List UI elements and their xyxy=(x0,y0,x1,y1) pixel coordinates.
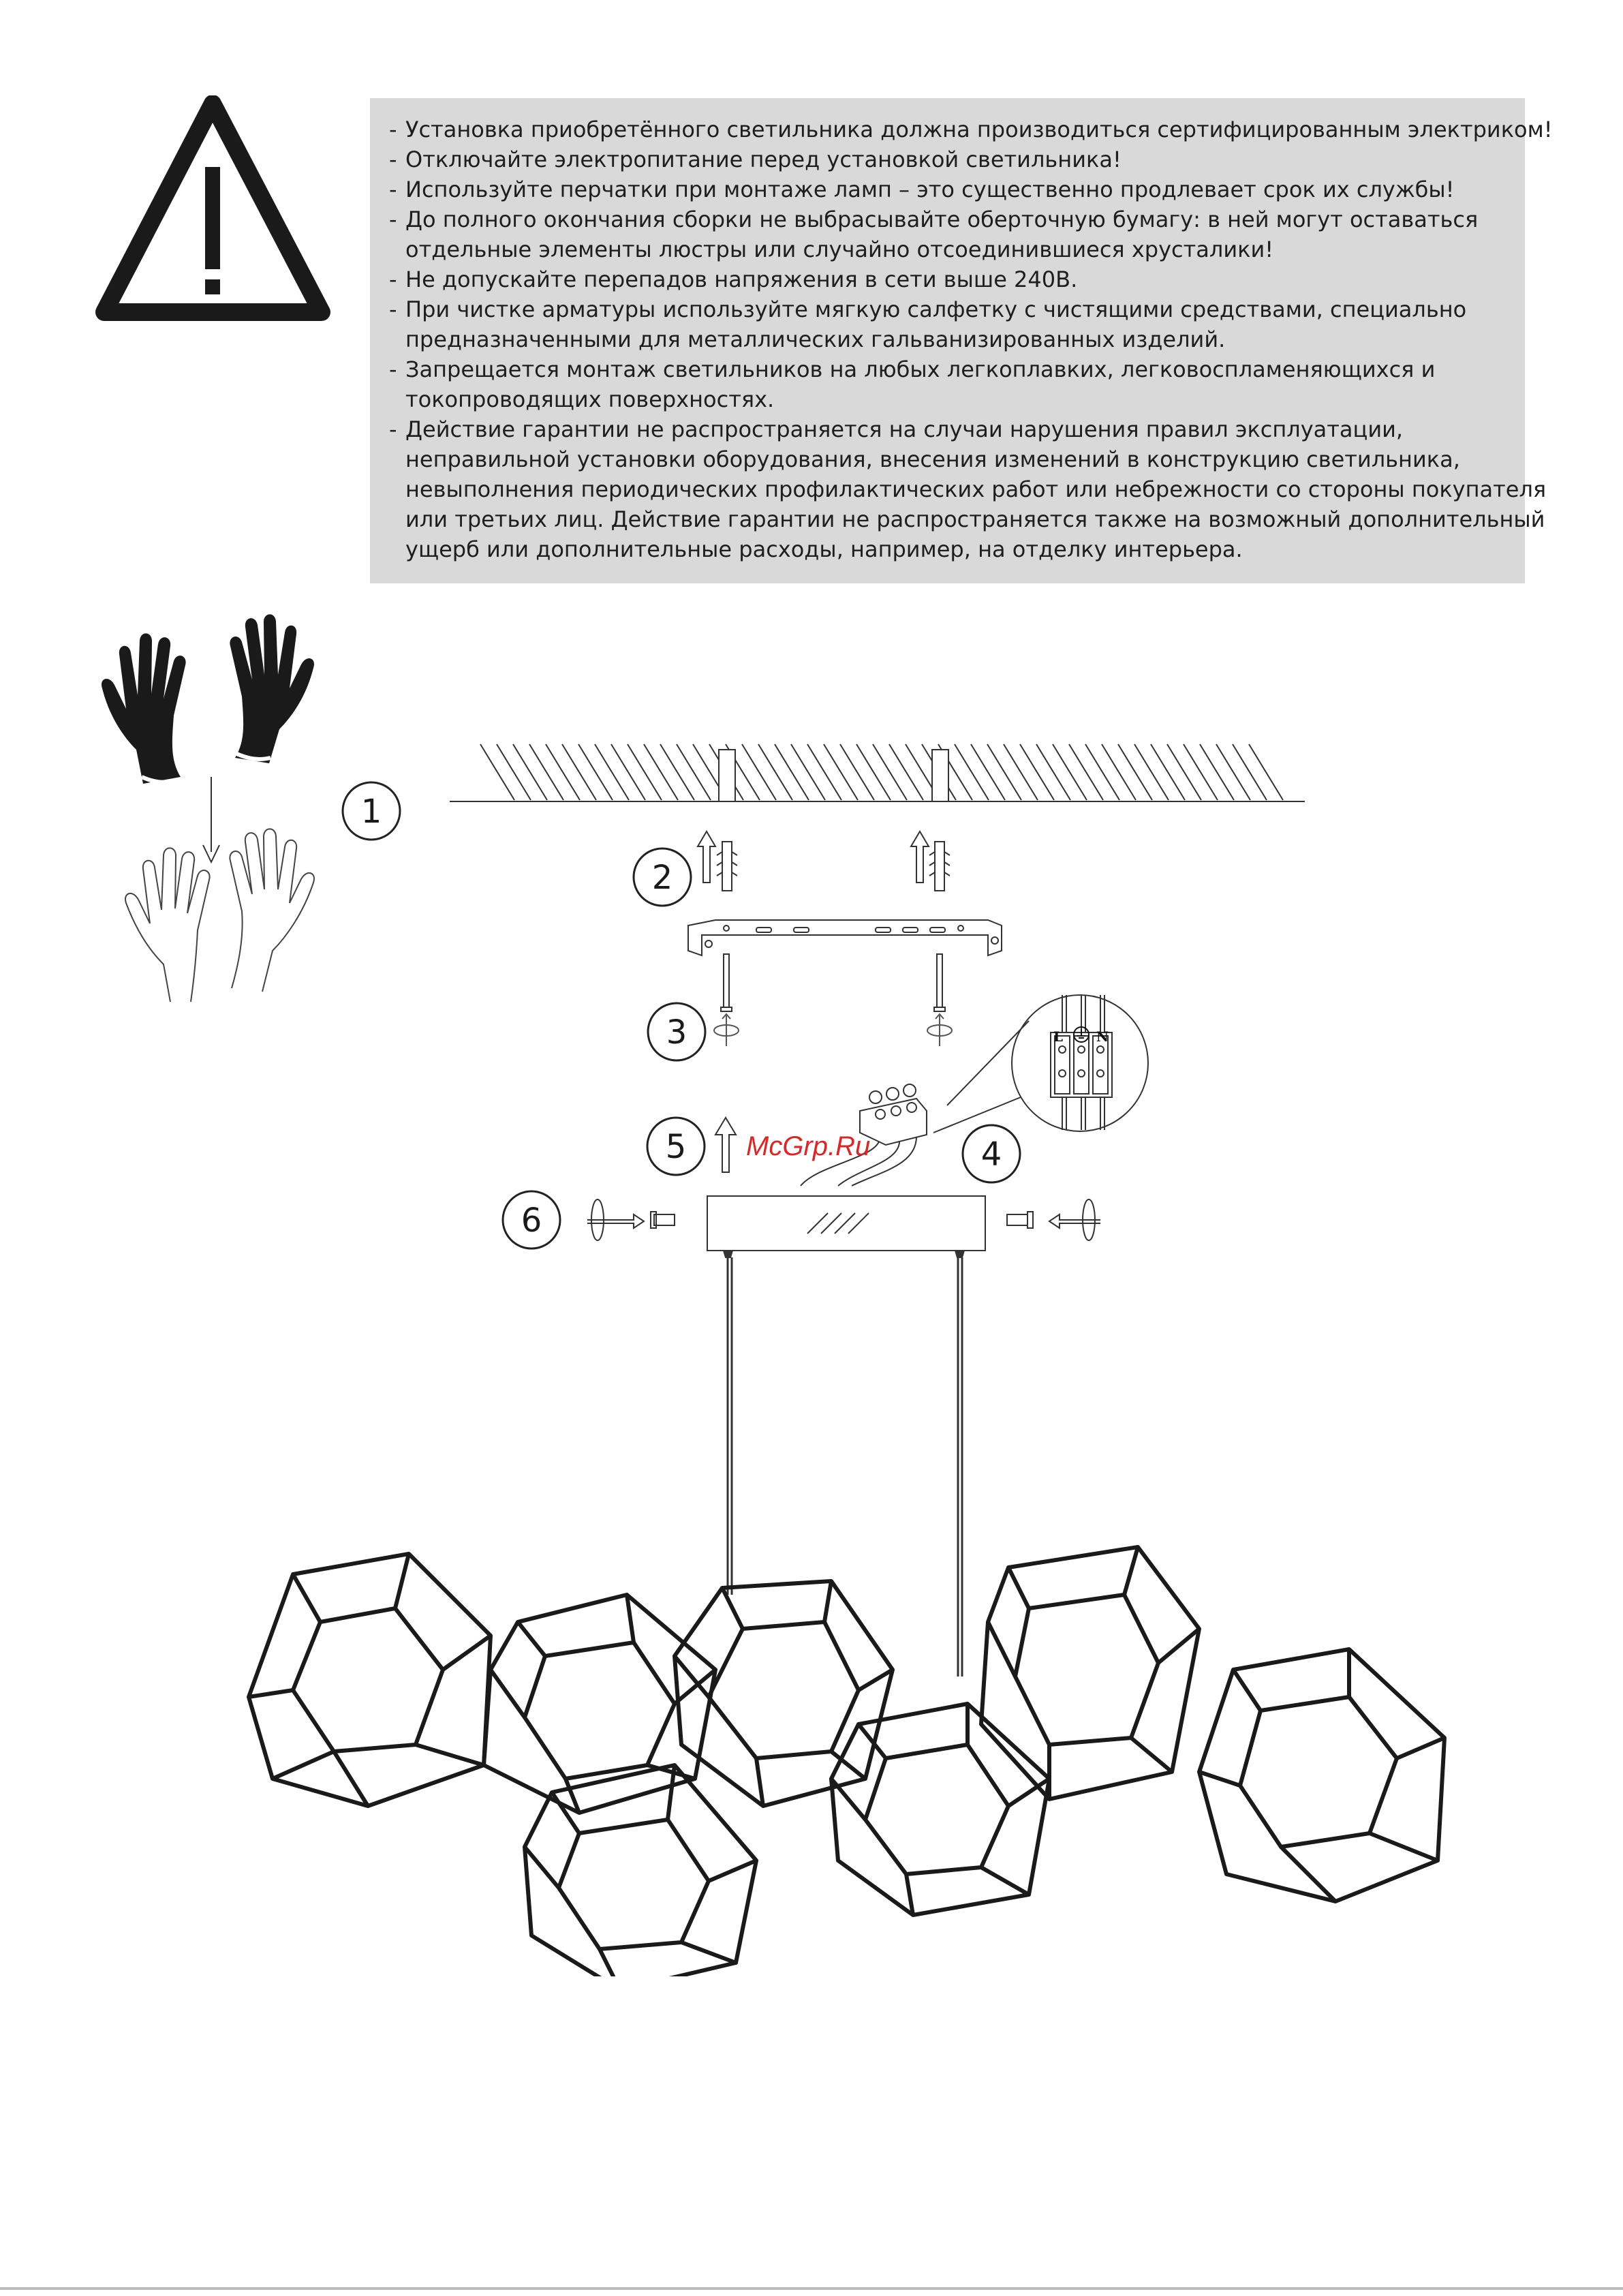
ceiling-hatch-line xyxy=(595,744,629,800)
wall-plug-left-icon xyxy=(698,831,737,891)
warning-line-dash: - xyxy=(389,177,397,202)
canopy xyxy=(707,1196,985,1257)
ceiling-hatch-line xyxy=(791,744,825,800)
ceiling-hatch-line xyxy=(1167,744,1201,800)
warning-notice-box xyxy=(370,98,1553,583)
watermark: McGrp.Ru xyxy=(746,1131,871,1161)
ceiling-hatch-line xyxy=(971,744,1005,800)
ceiling-hatch-line xyxy=(1053,744,1087,800)
warning-line xyxy=(389,264,1506,294)
ceiling-hatch-line xyxy=(1004,744,1038,800)
shade-5 xyxy=(831,1704,1049,1915)
rotate-left-icon xyxy=(714,1014,739,1046)
warning-line-text: ущерб или дополнительные расходы, например, на отделку интерьера. xyxy=(405,536,1243,562)
warning-line-text: Используйте перчатки при монтаже ламп – это существенно продлевает срок их службы! xyxy=(405,177,1455,202)
ceiling-hatch-line xyxy=(628,744,662,800)
ceiling-hatch-line xyxy=(578,744,613,800)
ceiling-hatch-line xyxy=(1069,744,1103,800)
chandelier-shades xyxy=(249,1547,1444,1976)
warning-line xyxy=(389,204,1506,234)
warning-line-dash: - xyxy=(389,206,397,232)
warning-line-text: До полного окончания сборки не выбрасывайте оберточную бумагу: в ней могут оставаться xyxy=(405,206,1479,232)
ceiling-hatch-line xyxy=(1233,744,1267,800)
neutral-terminal-label: N xyxy=(1096,1028,1109,1045)
ceiling-hatch-line xyxy=(1249,744,1283,800)
ceiling-hatch-line xyxy=(1184,744,1218,800)
ceiling-hatch-line xyxy=(1151,744,1185,800)
shade-7 xyxy=(1199,1649,1444,1901)
ceiling-hatch-line xyxy=(889,744,923,800)
ceiling-hatch-line xyxy=(840,744,874,800)
step-1-marker xyxy=(343,782,400,840)
ceiling-hatch-line xyxy=(562,744,596,800)
rotate-screw-left-icon xyxy=(587,1199,675,1240)
warning-line xyxy=(389,384,1506,414)
ceiling-hatch-line xyxy=(677,744,711,800)
warning-line-text: Установка приобретённого светильника должна производиться сертифицированным электриком! xyxy=(405,117,1553,142)
warning-line-text: неправильной установки оборудования, внесения изменений в конструкцию светильника, xyxy=(405,446,1460,472)
rotate-screw-right-icon xyxy=(1007,1199,1100,1240)
step-4-marker xyxy=(963,1125,1020,1182)
ceiling-hatch-line xyxy=(1085,744,1119,800)
ceiling-hatch-line xyxy=(546,744,580,800)
ground-symbol-icon xyxy=(1074,1027,1089,1042)
rotate-right-icon xyxy=(927,1014,952,1046)
warning-line-text: При чистке арматуры используйте мягкую салфетку с чистящими средствами, специально xyxy=(405,296,1467,322)
warning-line xyxy=(389,504,1545,534)
ceiling-hatch-line xyxy=(775,744,809,800)
suspension-cables xyxy=(728,1257,962,1677)
warning-line-dash: - xyxy=(389,147,397,172)
page-bottom-rule xyxy=(0,2287,1623,2290)
warning-line xyxy=(389,324,1506,354)
terminal-block-detail xyxy=(933,995,1148,1133)
ceiling-hatch-line xyxy=(611,744,645,800)
warning-line xyxy=(389,414,1506,444)
step-1-number: 1 xyxy=(360,793,382,831)
step-5-number: 5 xyxy=(665,1128,687,1166)
step-3-marker xyxy=(648,1003,705,1060)
ceiling-hatch-line xyxy=(856,744,891,800)
warning-line-text: Действие гарантии не распространяется на случаи нарушения правил эксплуатации, xyxy=(405,416,1404,442)
ceiling-hatch-line xyxy=(644,744,678,800)
ceiling-hatch-line xyxy=(1036,744,1070,800)
ceiling-hatch-line xyxy=(758,744,792,800)
warning-line xyxy=(389,294,1506,324)
shade-4 xyxy=(675,1581,893,1806)
ceiling-hatch-line xyxy=(955,744,989,800)
ceiling-hatch-line xyxy=(807,744,841,800)
ceiling-hatch-line xyxy=(513,744,547,800)
ceiling-hatch-line xyxy=(873,744,907,800)
wall-plug-right-icon xyxy=(911,831,950,891)
step-2-number: 2 xyxy=(651,859,673,897)
ceiling-hatch-line xyxy=(824,744,858,800)
step-5-marker xyxy=(647,1118,705,1175)
ceiling-hatch-line xyxy=(1118,744,1152,800)
warning-line xyxy=(389,534,1506,564)
step-2-marker xyxy=(634,848,691,906)
live-terminal-label: L xyxy=(1053,1028,1064,1045)
ceiling-hatch-line xyxy=(497,744,531,800)
warning-line-text: отдельные элементы люстры или случайно отсоединившиеся хрусталики! xyxy=(405,236,1274,262)
step-3-number: 3 xyxy=(666,1013,687,1052)
warning-line-dash: - xyxy=(389,266,397,292)
step-6-marker xyxy=(503,1191,560,1249)
ceiling-hatch-line xyxy=(1102,744,1136,800)
warning-line-dash: - xyxy=(389,296,397,322)
warning-line xyxy=(389,114,1553,144)
warning-line xyxy=(389,354,1506,384)
shade-1 xyxy=(249,1554,491,1806)
warning-line-text: Отключайте электропитание перед установкой светильника! xyxy=(405,147,1122,172)
ceiling-hatch-line xyxy=(742,744,776,800)
step-4-number: 4 xyxy=(980,1135,1002,1174)
warning-line-text: Не допускайте перепадов напряжения в сети выше 240В. xyxy=(405,266,1078,292)
warning-line-text: или третьих лиц. Действие гарантии не распространяется также на возможный дополнительный xyxy=(405,506,1545,532)
ceiling-hatch-line xyxy=(1020,744,1054,800)
warning-line xyxy=(389,474,1547,504)
up-arrow-icon xyxy=(715,1118,736,1172)
warning-line-dash: - xyxy=(389,416,397,442)
warning-line-text: Запрещается монтаж светильников на любых легкоплавких, легковоспламеняющихся и xyxy=(405,356,1436,382)
screw-right-icon xyxy=(934,954,945,1011)
warning-line-text: предназначенными для металлических гальванизированных изделий. xyxy=(405,326,1226,352)
warning-line xyxy=(389,174,1506,204)
ceiling-hatch-line xyxy=(480,744,514,800)
warning-line-text: токопроводящих поверхностях. xyxy=(405,386,775,412)
warning-line xyxy=(389,234,1506,264)
warning-triangle-icon xyxy=(95,95,330,327)
warning-line xyxy=(389,144,1506,174)
warning-line-text: невыполнения периодических профилактических работ или небрежности со стороны покупателя xyxy=(405,476,1547,502)
ceiling xyxy=(450,744,1305,801)
warning-line-dash: - xyxy=(389,117,397,142)
shade-6 xyxy=(981,1547,1199,1799)
ceiling-hatch-line xyxy=(1200,744,1234,800)
step-6-number: 6 xyxy=(521,1201,542,1240)
mounting-bracket xyxy=(688,920,1002,955)
warning-line xyxy=(389,444,1506,474)
screw-left-icon xyxy=(721,954,732,1011)
ceiling-hatch-line xyxy=(987,744,1021,800)
warning-line-dash: - xyxy=(389,356,397,382)
ceiling-hatch-line xyxy=(660,744,694,800)
ceiling-hatch-line xyxy=(1216,744,1250,800)
ceiling-hatch-line xyxy=(1134,744,1169,800)
assembly-diagram xyxy=(0,716,1623,1976)
ceiling-hatch-line xyxy=(529,744,563,800)
